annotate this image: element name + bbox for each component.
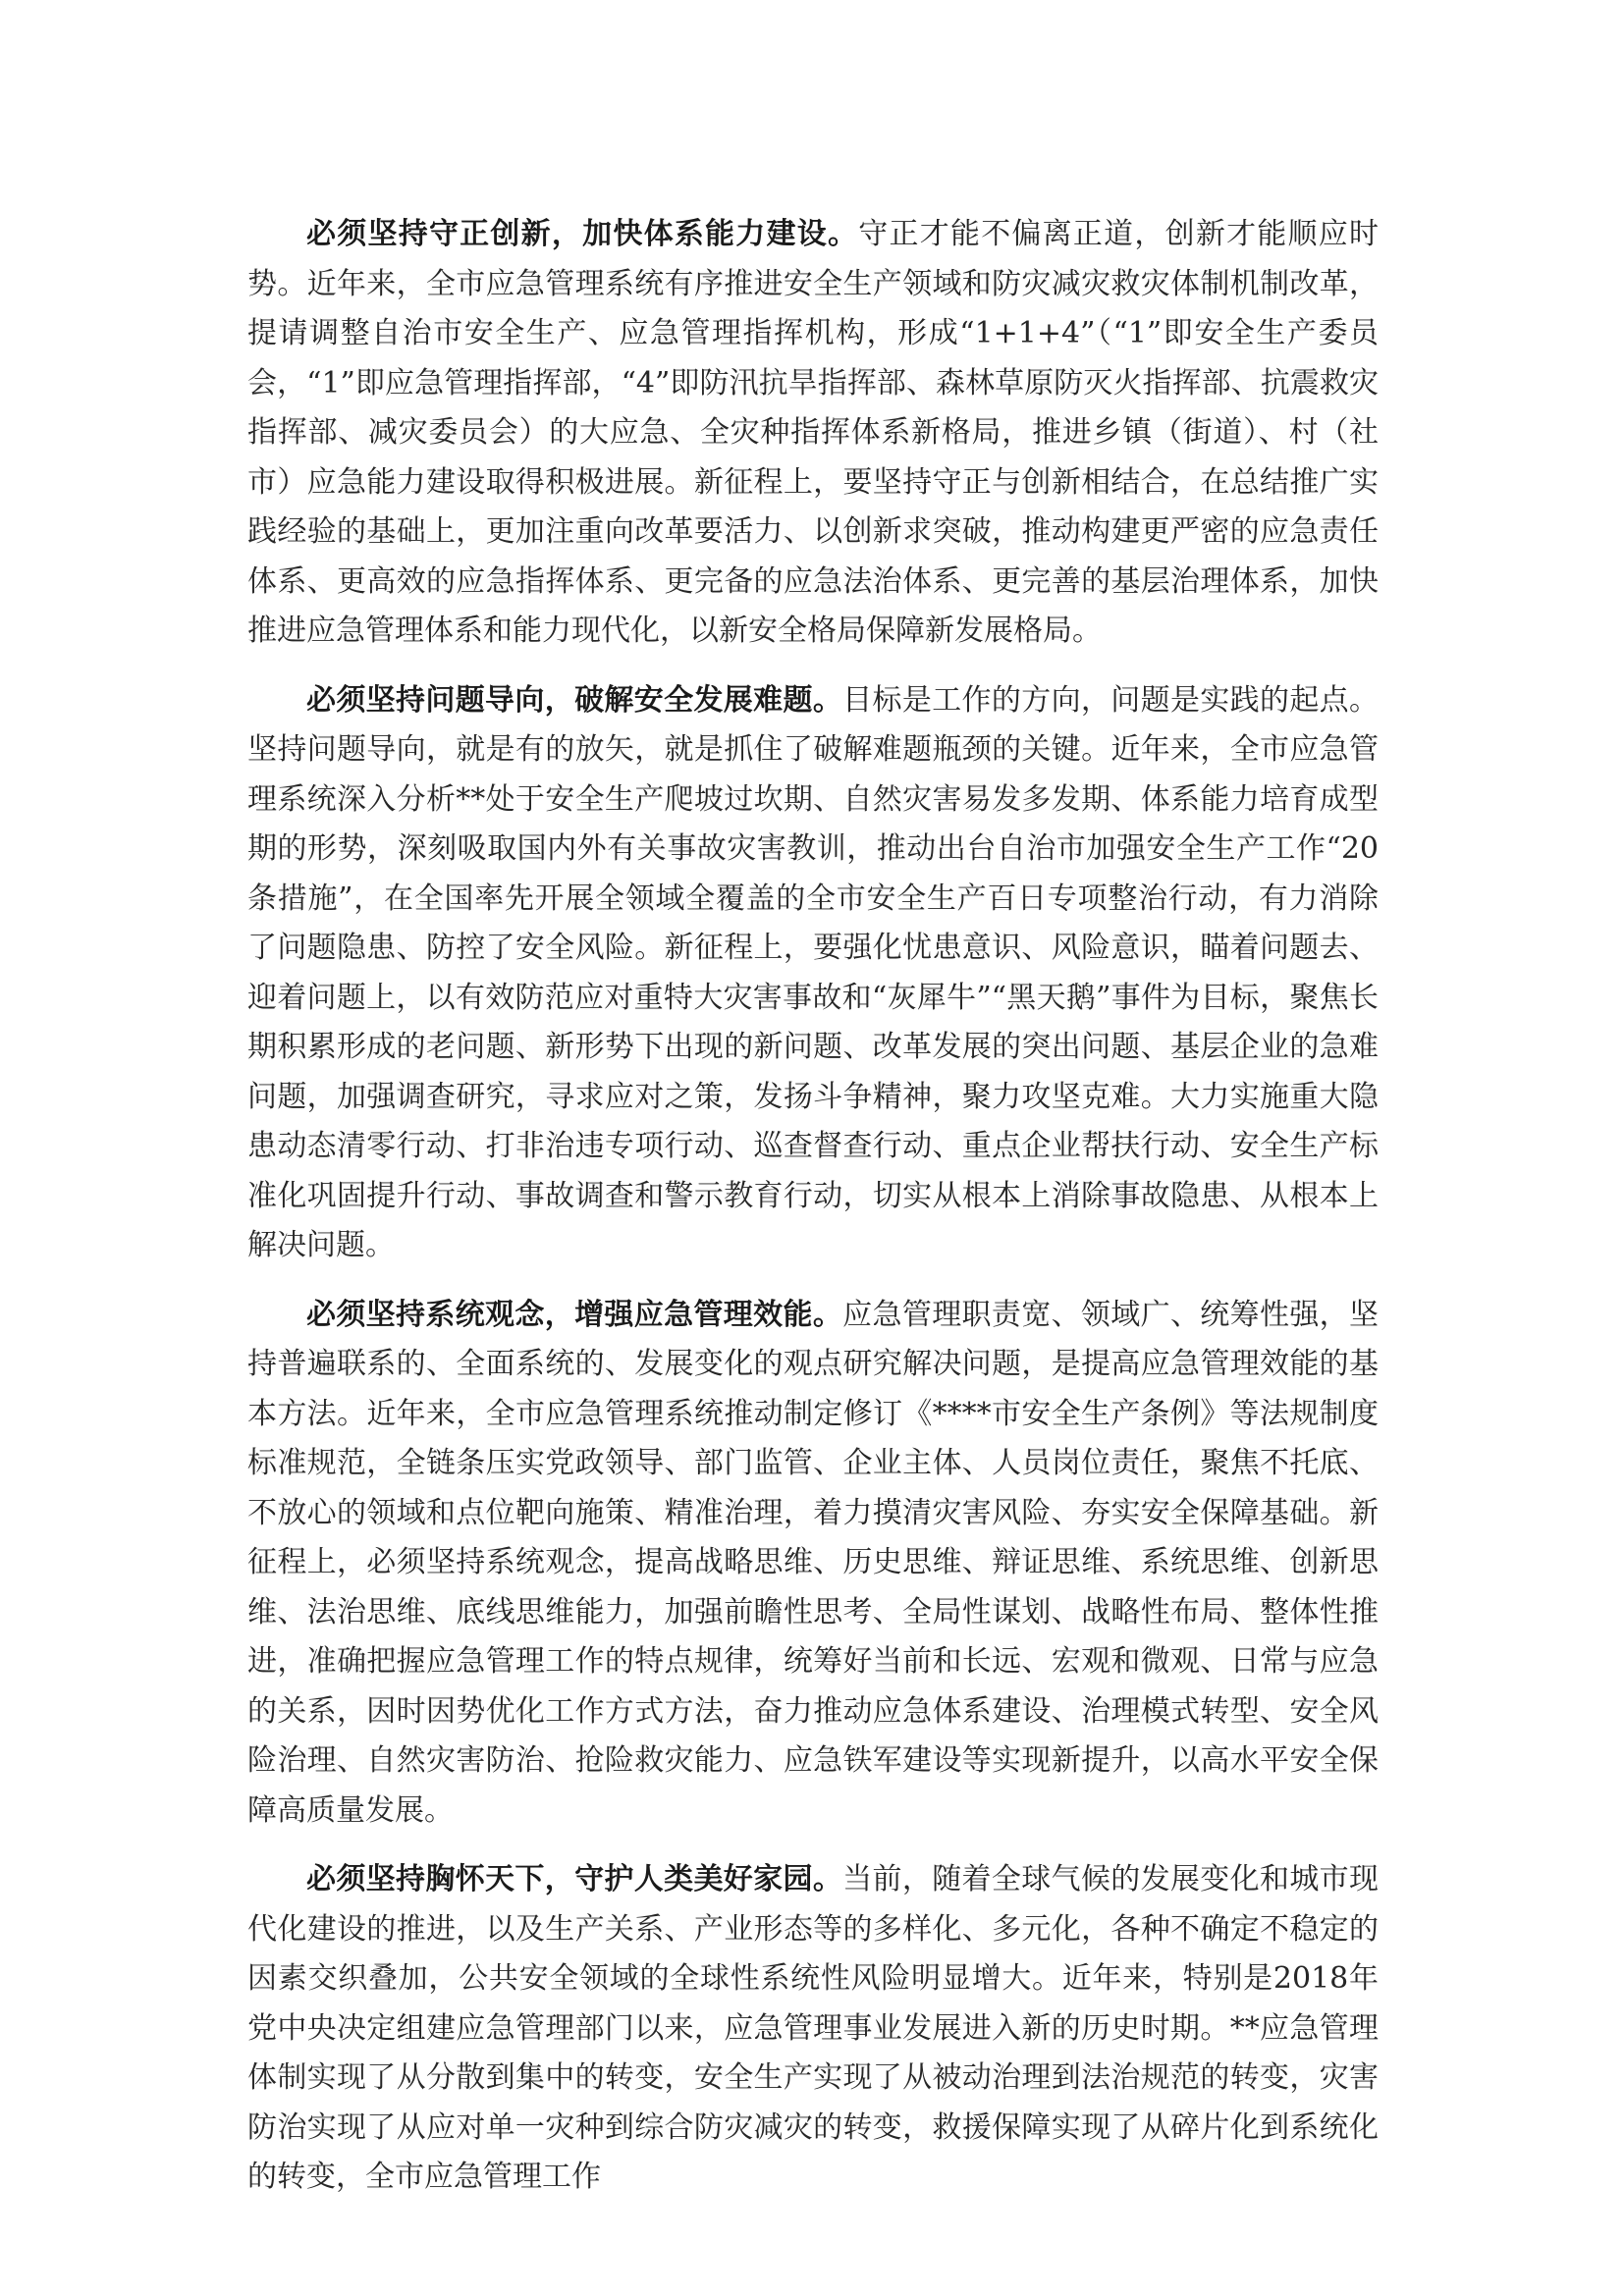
paragraph-body: 应急管理职责宽、领域广、统筹性强，坚持普遍联系的、全面系统的、发展变化的观点研究解决问题，是提高应急管理效能的基本方法。近年来，全市应急管理系统推动制定修订《****市安全生产条例》等法规制度标准规范，全链条压实党政领导、部门监管、企业主体、人员岗位责任，聚焦不托底、不放心的领域和点位靶向施策、精准治理，着力摸清灾害风险、夯实安全保障基础。新征程上，必须坚持系统观念，提高战略思维、历史思维、辩证思维、系统思维、创新思维、法治思维、底线思维能力，加强前瞻性思考、全局性谋划、战略性布局、整体性推进，准确把握应急管理工作的特点规律，统筹好当前和长远、宏观和微观、日常与应急的关系，因时因势优化工作方式方法，奋力推动应急体系建设、治理模式转型、安全风险治理、自然灾害防治、抢险救灾能力、应急铁军建设等实现新提升，以高水平安全保障高质量发展。 <box>247 1297 1379 1828</box>
paragraph-systems-thinking <box>247 1291 1379 1837</box>
document-page <box>247 210 1379 2222</box>
paragraph-body: 当前，随着全球气候的发展变化和城市现代化建设的推进，以及生产关系、产业形态等的多样化、多元化，各种不确定不稳定的因素交织叠加，公共安全领域的全球性系统性风险明显增大。近年来，特别是2018年党中央决定组建应急管理部门以来，应急管理事业发展进入新的历史时期。**应急管理体制实现了从分散到集中的转变，安全生产实现了从被动治理到法治规范的转变，灾害防治实现了从应对单一灾种到综合防灾减灾的转变，救援保障实现了从碎片化到系统化的转变，全市应急管理工作 <box>247 1862 1379 2194</box>
paragraph-lead: 必须坚持问题导向，破解安全发展难题。 <box>306 682 843 718</box>
paragraph-innovation <box>247 210 1379 657</box>
paragraph-lead: 必须坚持守正创新，加快体系能力建设。 <box>306 217 859 251</box>
paragraph-body: 目标是工作的方向，问题是实践的起点。坚持问题导向，就是有的放矢，就是抓住了破解难题瓶颈的关键。近年来，全市应急管理系统深入分析**处于安全生产爬坡过坎期、自然灾害易发多发期、体系能力培育成型期的形势，深刻吸取国内外有关事故灾害教训，推动出台自治市加强安全生产工作“20条措施”，在全国率先开展全领域全覆盖的全市安全生产百日专项整治行动，有力消除了问题隐患、防控了安全风险。新征程上，要强化忧患意识、风险意识，瞄着问题去、迎着问题上，以有效防范应对重特大灾害事故和“灰犀牛”“黑天鹅”事件为目标，聚焦长期积累形成的老问题、新形势下出现的新问题、改革发展的突出问题、基层企业的急难问题，加强调查研究，寻求应对之策，发扬斗争精神，聚力攻坚克难。大力实施重大隐患动态清零行动、打非治违专项行动、巡查督查行动、重点企业帮扶行动、安全生产标准化巩固提升行动、事故调查和警示教育行动，切实从根本上消除事故隐患、从根本上解决问题。 <box>247 682 1379 1262</box>
paragraph-lead: 必须坚持系统观念，增强应急管理效能。 <box>306 1297 843 1332</box>
paragraph-lead: 必须坚持胸怀天下，守护人类美好家园。 <box>306 1862 843 1896</box>
paragraph-problem-oriented <box>247 676 1379 1271</box>
paragraph-body: 守正才能不偏离正道，创新才能顺应时势。近年来，全市应急管理系统有序推进安全生产领域和防灾减灾救灾体制机制改革，提请调整自治市安全生产、应急管理指挥机构，形成“1+1+4”（“1”即安全生产委员会，“1”即应急管理指挥部，“4”即防汛抗旱指挥部、森林草原防灭火指挥部、抗震救灾指挥部、减灾委员会）的大应急、全灾种指挥体系新格局，推进乡镇（街道）、村（社市）应急能力建设取得积极进展。新征程上，要坚持守正与创新相结合，在总结推广实践经验的基础上，更加注重向改革要活力、以创新求突破，推动构建更严密的应急责任体系、更高效的应急指挥体系、更完备的应急法治体系、更完善的基层治理体系，加快推进应急管理体系和能力现代化，以新安全格局保障新发展格局。 <box>247 217 1380 648</box>
paragraph-global-vision <box>247 1855 1379 2203</box>
